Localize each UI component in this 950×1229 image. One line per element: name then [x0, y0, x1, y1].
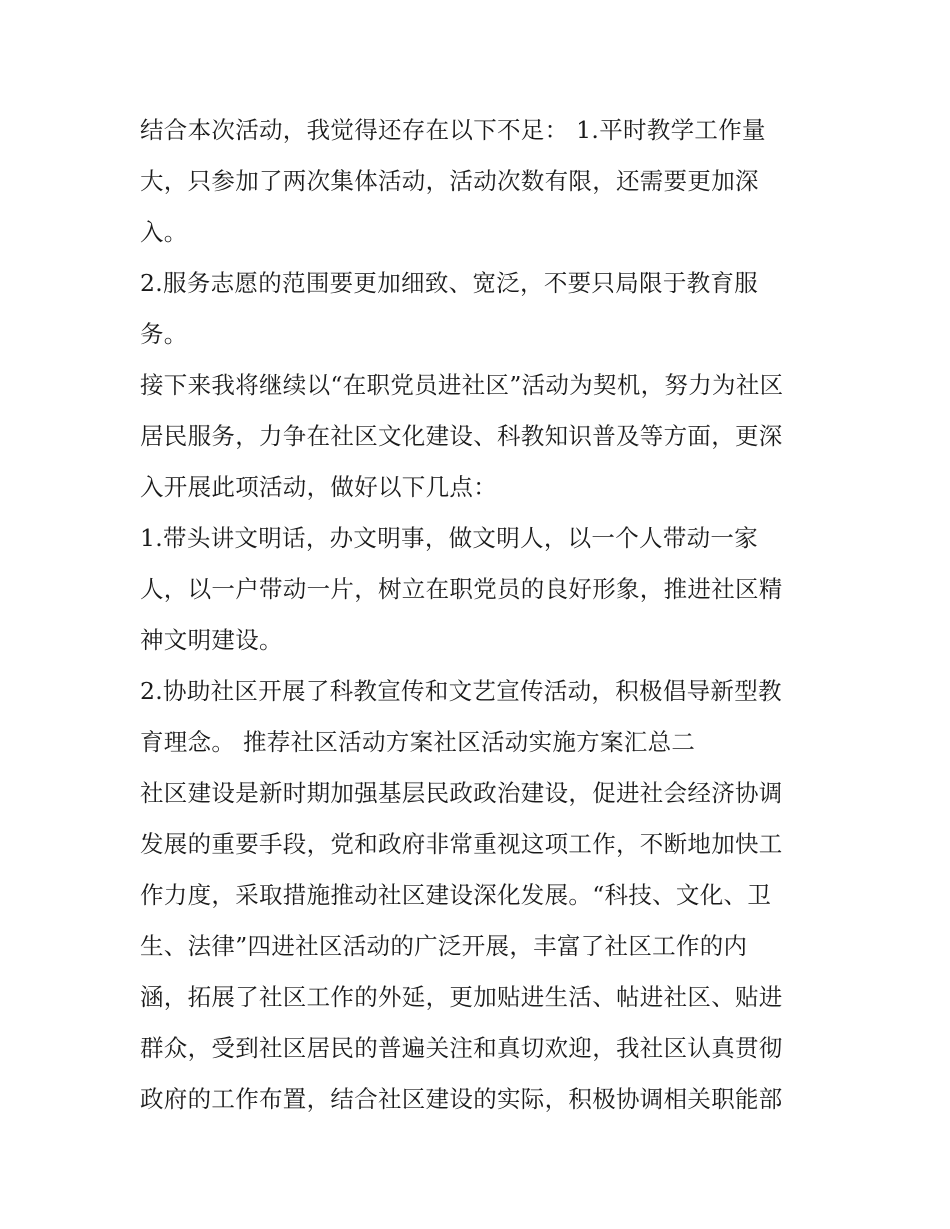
text-line: 作力度，采取措施推动社区建设深化发展。“科技、文化、卫: [140, 881, 772, 909]
text-line: 务。: [140, 320, 188, 348]
text-line: 居民服务，力争在社区文化建设、科教知识普及等方面，更深: [140, 422, 783, 450]
text-line: 入开展此项活动，做好以下几点：: [140, 473, 497, 501]
text-line: 社区建设是新时期加强基层民政政治建设，促进社会经济协调: [140, 779, 783, 807]
text-line: 2.协助社区开展了科教宣传和文艺宣传活动，积极倡导新型教: [140, 677, 782, 705]
text-line: 大，只参加了两次集体活动，活动次数有限，还需要更加深: [140, 167, 759, 195]
text-line: 生、法律”四进社区活动的广泛开展，丰富了社区工作的内: [140, 932, 748, 960]
text-line: 涵，拓展了社区工作的外延，更加贴进生活、帖进社区、贴进: [140, 983, 783, 1011]
text-line: 发展的重要手段，党和政府非常重视这项工作，不断地加快工: [140, 830, 783, 858]
text-line: 结合本次活动，我觉得还存在以下不足： 1.平时教学工作量: [140, 116, 766, 144]
text-line: 政府的工作布置，结合社区建设的实际，积极协调相关职能部: [140, 1085, 783, 1113]
text-line: 群众，受到社区居民的普遍关注和真切欢迎，我社区认真贯彻: [140, 1034, 783, 1062]
text-line: 入。: [140, 218, 188, 246]
text-line: 育理念。 推荐社区活动方案社区活动实施方案汇总二: [140, 728, 696, 756]
text-line: 人，以一户带动一片，树立在职党员的良好形象，推进社区精: [140, 575, 783, 603]
text-line: 1.带头讲文明话，办文明事，做文明人，以一个人带动一家: [140, 524, 759, 552]
document-body: [140, 105, 820, 1125]
text-line: 接下来我将继续以“在职党员进社区”活动为契机，努力为社区: [140, 371, 784, 399]
text-line: 2.服务志愿的范围要更加细致、宽泛，不要只局限于教育服: [140, 269, 759, 297]
text-line: 神文明建设。: [140, 626, 283, 654]
